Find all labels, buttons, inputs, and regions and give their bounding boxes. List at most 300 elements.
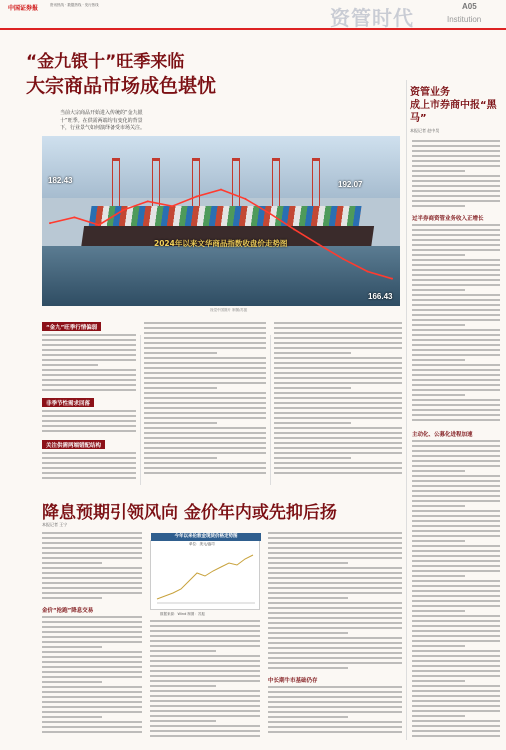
index-point xyxy=(171,205,173,207)
index-point xyxy=(269,213,271,215)
text-line xyxy=(42,711,142,713)
gold-chart-caption: 数据来源：Wind 制图：苏振 xyxy=(160,612,205,616)
text-line xyxy=(144,417,266,419)
text-line xyxy=(412,229,500,231)
text-line xyxy=(42,354,136,356)
text-line xyxy=(274,367,402,369)
text-line xyxy=(150,675,260,677)
text-line xyxy=(274,437,402,439)
text-line xyxy=(144,472,266,474)
text-line xyxy=(412,329,500,331)
text-line xyxy=(412,585,500,587)
text-line xyxy=(274,352,351,354)
right-author: 本报记者 赵中昊 xyxy=(410,128,440,133)
newspaper-logo: 中国证券报 xyxy=(8,5,39,12)
text-line xyxy=(268,587,402,589)
text-line xyxy=(144,342,266,344)
lead-paragraph: 当前大宗商品开始进入传统的“金九银十”旺季。在供需两端均有变化的背景下，行业景气如何演绎备受市场关注。 xyxy=(60,110,146,131)
text-line xyxy=(412,324,465,326)
text-line xyxy=(412,374,500,376)
text-line xyxy=(412,515,500,517)
text-line xyxy=(412,710,500,712)
text-line xyxy=(144,327,266,329)
text-line xyxy=(144,447,266,449)
text-line xyxy=(412,455,500,457)
text-line xyxy=(150,630,260,632)
text-line xyxy=(42,359,136,361)
text-line xyxy=(144,407,266,409)
text-line xyxy=(150,645,260,647)
text-line xyxy=(412,465,500,467)
text-line xyxy=(412,490,500,492)
text-line xyxy=(268,657,402,659)
text-line xyxy=(268,716,348,718)
text-line xyxy=(412,560,500,562)
text-line xyxy=(412,595,500,597)
text-line xyxy=(42,731,142,733)
text-line xyxy=(412,620,500,622)
text-line xyxy=(42,651,142,653)
text-line xyxy=(42,656,142,658)
right-title-1: 资管业务 xyxy=(410,87,450,98)
body-text xyxy=(144,322,266,480)
text-line xyxy=(412,180,500,182)
text-line xyxy=(268,617,402,619)
masthead xyxy=(0,0,506,30)
body-text xyxy=(42,452,136,484)
body-text xyxy=(42,334,136,396)
subhead-1: “金九”旺季行情偏弱 xyxy=(42,322,101,331)
text-line xyxy=(144,332,266,334)
body-text xyxy=(42,410,136,438)
text-line xyxy=(144,412,266,414)
text-line xyxy=(150,665,260,667)
text-line xyxy=(268,647,402,649)
text-line xyxy=(42,631,142,633)
text-line xyxy=(412,175,500,177)
headline-line-1: “金九银十”旺季来临 xyxy=(26,52,185,72)
text-line xyxy=(274,462,402,464)
index-point xyxy=(49,222,51,224)
gold-chart-unit: 单位：美元/盎司 xyxy=(189,542,215,546)
text-line xyxy=(412,615,500,617)
text-line xyxy=(42,681,102,683)
text-line xyxy=(412,274,500,276)
subhead-2: 非季节性需求回落 xyxy=(42,398,94,407)
text-line xyxy=(150,660,260,662)
text-line xyxy=(274,442,402,444)
text-line xyxy=(412,590,500,592)
text-line xyxy=(268,701,402,703)
text-line xyxy=(268,592,402,594)
text-line xyxy=(412,600,500,602)
section2-subhead-2: 中长期牛市基础仍存 xyxy=(268,678,318,684)
text-line xyxy=(144,362,266,364)
right-column-article xyxy=(410,86,498,134)
text-line xyxy=(412,555,500,557)
text-line xyxy=(274,337,402,339)
text-line xyxy=(42,671,142,673)
text-line xyxy=(268,537,402,539)
text-line xyxy=(412,200,500,202)
text-line xyxy=(150,710,260,712)
text-line xyxy=(412,369,500,371)
page-number: A05 xyxy=(462,2,477,11)
text-line xyxy=(274,412,402,414)
text-line xyxy=(274,397,402,399)
text-line xyxy=(412,279,500,281)
text-line xyxy=(412,269,500,271)
text-line xyxy=(150,690,260,692)
right-subhead-1: 过半券商资管业务收入正增长 xyxy=(412,216,484,222)
text-line xyxy=(274,382,402,384)
text-line xyxy=(274,422,351,424)
masthead-contact: 资讯热线 · 数据热线 · 发行热线 xyxy=(50,3,99,7)
text-line xyxy=(268,632,348,634)
body-text xyxy=(268,686,402,740)
text-line xyxy=(412,565,500,567)
text-line xyxy=(268,726,402,728)
text-line xyxy=(150,700,260,702)
text-line xyxy=(42,721,142,723)
text-line xyxy=(274,447,402,449)
text-line xyxy=(412,445,500,447)
text-line xyxy=(412,730,500,732)
text-line xyxy=(144,392,266,394)
text-line xyxy=(268,562,348,564)
text-line xyxy=(274,347,402,349)
headline-line-2: 大宗商品市场成色堪忧 xyxy=(26,74,217,97)
column-divider xyxy=(140,335,141,485)
index-point xyxy=(342,258,344,260)
column-divider xyxy=(406,80,407,740)
section-title: 资管时代 xyxy=(330,8,414,30)
text-line xyxy=(42,592,142,594)
text-line xyxy=(274,467,402,469)
body-text xyxy=(42,532,142,602)
text-line xyxy=(412,605,500,607)
text-line xyxy=(268,627,402,629)
text-line xyxy=(42,339,136,341)
text-line xyxy=(268,597,348,599)
text-line xyxy=(412,224,500,226)
text-line xyxy=(42,552,142,554)
section-english: Institution xyxy=(447,15,482,24)
index-series-line xyxy=(50,190,392,279)
text-line xyxy=(412,535,500,537)
text-line xyxy=(412,495,500,497)
text-line xyxy=(412,359,465,361)
text-line xyxy=(412,470,465,472)
text-line xyxy=(268,696,402,698)
text-line xyxy=(42,661,142,663)
text-line xyxy=(268,572,402,574)
commodity-index-line-chart xyxy=(42,136,400,306)
gold-chart-title: 今年以来伦敦金现货价格走势图 xyxy=(151,533,261,541)
text-line xyxy=(412,520,500,522)
text-line xyxy=(412,635,500,637)
text-line xyxy=(412,665,500,667)
text-line xyxy=(42,567,142,569)
text-line xyxy=(150,725,260,727)
text-line xyxy=(144,372,266,374)
text-line xyxy=(144,457,217,459)
start-value-label: 182.43 xyxy=(48,176,73,185)
text-line xyxy=(150,620,260,622)
peak-value-label: 192.07 xyxy=(338,180,363,189)
text-line xyxy=(150,635,260,637)
text-line xyxy=(150,640,260,642)
text-line xyxy=(42,452,136,454)
text-line xyxy=(412,344,500,346)
text-line xyxy=(42,472,136,474)
text-line xyxy=(144,442,266,444)
text-line xyxy=(412,160,500,162)
text-line xyxy=(412,170,465,172)
section2-subhead-1: 金价“抢跑”降息交易 xyxy=(42,608,94,614)
text-line xyxy=(274,457,351,459)
text-line xyxy=(268,557,402,559)
index-point xyxy=(220,189,222,191)
text-line xyxy=(150,655,260,657)
index-point xyxy=(244,198,246,200)
text-line xyxy=(274,362,402,364)
text-line xyxy=(268,582,402,584)
text-line xyxy=(412,545,500,547)
text-line xyxy=(412,205,465,207)
text-line xyxy=(42,462,136,464)
text-line xyxy=(42,467,136,469)
text-line xyxy=(42,582,142,584)
text-line xyxy=(412,314,500,316)
index-point xyxy=(318,243,320,245)
text-line xyxy=(412,349,500,351)
text-line xyxy=(274,322,402,324)
text-line xyxy=(412,575,465,577)
port-photo-with-chart xyxy=(42,136,400,306)
text-line xyxy=(150,670,260,672)
text-line xyxy=(42,562,102,564)
text-line xyxy=(268,542,402,544)
text-line xyxy=(274,407,402,409)
text-line xyxy=(42,646,102,648)
text-line xyxy=(412,304,500,306)
text-line xyxy=(412,334,500,336)
text-line xyxy=(412,645,465,647)
index-point xyxy=(147,200,149,202)
text-line xyxy=(412,540,465,542)
text-line xyxy=(412,500,500,502)
text-line xyxy=(144,337,266,339)
text-line xyxy=(42,636,142,638)
text-line xyxy=(42,334,136,336)
body-text xyxy=(150,620,260,740)
text-line xyxy=(412,389,500,391)
text-line xyxy=(42,415,136,417)
text-line xyxy=(268,652,402,654)
text-line xyxy=(42,626,142,628)
text-line xyxy=(42,701,142,703)
text-line xyxy=(412,165,500,167)
index-point xyxy=(367,270,369,272)
text-line xyxy=(412,354,500,356)
text-line xyxy=(412,675,500,677)
text-line xyxy=(42,384,136,386)
text-line xyxy=(274,357,402,359)
text-line xyxy=(412,289,465,291)
index-point xyxy=(196,195,198,197)
text-line xyxy=(412,384,500,386)
text-line xyxy=(274,342,402,344)
text-line xyxy=(412,419,500,421)
text-line xyxy=(42,537,142,539)
text-line xyxy=(268,552,402,554)
text-line xyxy=(274,417,402,419)
text-line xyxy=(42,389,136,391)
text-line xyxy=(42,557,142,559)
text-line xyxy=(42,457,136,459)
text-line xyxy=(150,695,260,697)
body-text xyxy=(274,322,402,480)
text-line xyxy=(268,721,402,723)
text-line xyxy=(42,691,142,693)
text-line xyxy=(150,685,216,687)
text-line xyxy=(274,432,402,434)
text-line xyxy=(412,570,500,572)
text-line xyxy=(412,155,500,157)
text-line xyxy=(412,610,465,612)
text-line xyxy=(274,452,402,454)
index-point xyxy=(122,209,124,211)
text-line xyxy=(42,686,142,688)
text-line xyxy=(412,404,500,406)
text-line xyxy=(144,367,266,369)
text-line xyxy=(144,427,266,429)
text-line xyxy=(412,475,500,477)
body-text xyxy=(412,440,500,740)
text-line xyxy=(150,705,260,707)
text-line xyxy=(412,239,500,241)
text-line xyxy=(412,399,500,401)
text-line xyxy=(412,625,500,627)
section2-headline: 降息预期引领风向 金价年内或先抑后扬 xyxy=(42,503,337,523)
text-line xyxy=(412,735,500,737)
text-line xyxy=(42,420,136,422)
text-line xyxy=(268,602,402,604)
text-line xyxy=(150,730,260,732)
text-line xyxy=(144,382,266,384)
text-line xyxy=(144,422,217,424)
text-line xyxy=(412,670,500,672)
right-title-2: 成上市券商中报“黑马” xyxy=(410,100,497,124)
text-line xyxy=(412,264,500,266)
text-line xyxy=(412,705,500,707)
text-line xyxy=(268,577,402,579)
text-line xyxy=(42,696,142,698)
text-line xyxy=(412,580,500,582)
text-line xyxy=(412,409,500,411)
text-line xyxy=(412,249,500,251)
text-line xyxy=(412,690,500,692)
text-line xyxy=(268,691,402,693)
text-line xyxy=(412,715,465,717)
text-line xyxy=(274,332,402,334)
text-line xyxy=(42,430,136,432)
text-line xyxy=(42,587,142,589)
text-line xyxy=(42,364,98,366)
text-line xyxy=(412,630,500,632)
text-line xyxy=(274,327,402,329)
body-text xyxy=(412,140,500,210)
text-line xyxy=(42,379,136,381)
text-line xyxy=(274,402,402,404)
text-line xyxy=(412,364,500,366)
right-subhead-2: 主动化、公募化进程加速 xyxy=(412,432,473,438)
text-line xyxy=(144,397,266,399)
text-line xyxy=(144,387,217,389)
text-line xyxy=(42,716,102,718)
text-line xyxy=(42,542,142,544)
text-line xyxy=(144,462,266,464)
text-line xyxy=(144,452,266,454)
text-line xyxy=(274,387,351,389)
text-line xyxy=(412,725,500,727)
text-line xyxy=(412,685,500,687)
text-line xyxy=(42,425,136,427)
subhead-3: 关注供需两端错配结构 xyxy=(42,440,105,449)
text-line xyxy=(412,414,500,416)
text-line xyxy=(268,686,402,688)
chart-title: 2024年以来文华商品指数收盘价走势图 xyxy=(154,239,288,248)
body-text xyxy=(268,532,402,672)
index-point xyxy=(391,278,393,280)
text-line xyxy=(268,662,402,664)
text-line xyxy=(42,621,142,623)
text-line xyxy=(412,319,500,321)
text-line xyxy=(412,339,500,341)
text-line xyxy=(42,666,142,668)
text-line xyxy=(42,410,136,412)
text-line xyxy=(42,532,142,534)
text-line xyxy=(412,700,500,702)
text-line xyxy=(412,460,500,462)
text-line xyxy=(42,616,142,618)
text-line xyxy=(42,547,142,549)
text-line xyxy=(412,450,500,452)
text-line xyxy=(412,145,500,147)
main-headline xyxy=(26,52,256,98)
text-line xyxy=(42,572,142,574)
text-line xyxy=(412,259,500,261)
text-line xyxy=(150,715,260,717)
text-line xyxy=(274,472,402,474)
text-line xyxy=(412,195,500,197)
text-line xyxy=(412,185,500,187)
text-line xyxy=(144,347,266,349)
text-line xyxy=(42,577,142,579)
gold-price-line xyxy=(151,541,259,609)
column-divider xyxy=(270,335,271,485)
photo-caption: 视觉中国图片 制图/苏振 xyxy=(210,308,248,312)
text-line xyxy=(42,726,142,728)
text-line xyxy=(412,379,500,381)
text-line xyxy=(412,640,500,642)
text-line xyxy=(412,650,500,652)
text-line xyxy=(42,641,142,643)
text-line xyxy=(412,655,500,657)
text-line xyxy=(268,532,402,534)
text-line xyxy=(144,432,266,434)
